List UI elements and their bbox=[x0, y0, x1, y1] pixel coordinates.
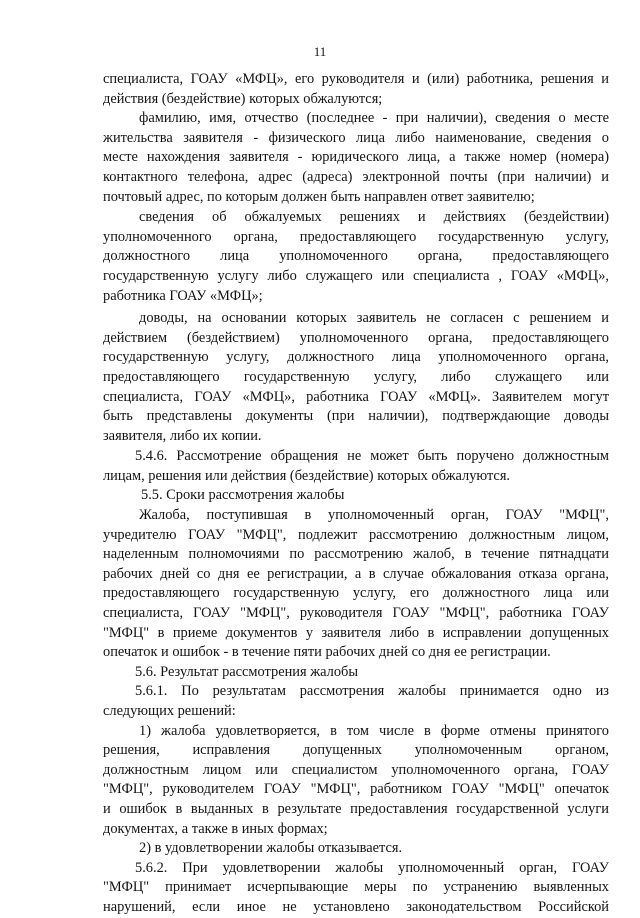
text-line: специалиста, ГОАУ «МФЦ», работника ГОАУ «МФЦ». Заявителем могут bbox=[103, 388, 609, 405]
text-line: специалиста, ГОАУ "МФЦ", руководителя ГОАУ "МФЦ", работника ГОАУ bbox=[103, 605, 609, 622]
text-line: рабочих дней со дня ее регистрации, а в случае обжалования отказа органа, bbox=[103, 565, 609, 582]
text-line: нарушений, если иное не установлено законодательством Российской bbox=[103, 898, 609, 915]
text-line: учредителю ГОАУ "МФЦ", подлежит рассмотрению должностным лицом, bbox=[103, 526, 609, 543]
text-line: 1) жалоба удовлетворяется, в том числе в форме отмены принятого bbox=[139, 722, 609, 739]
text-line: контактного телефона, адрес (адреса) электронной почты (при наличии) и bbox=[103, 168, 609, 185]
text-line: месте нахождения заявителя - юридического лица, а также номер (номера) bbox=[103, 149, 609, 166]
text-line: наделенным полномочиями по рассмотрению жалоб, в течение пятнадцати bbox=[103, 546, 609, 563]
text-line: и ошибок в выданных в результате предоставления государственной услуги bbox=[103, 800, 609, 817]
text-line: действием (бездействием) уполномоченного органа, предоставляющего bbox=[103, 329, 609, 346]
text-line: "МФЦ" в приеме документов у заявителя либо в исправлении допущенных bbox=[103, 624, 609, 641]
text-line: заявителя, либо их копии. bbox=[103, 427, 262, 444]
text-line: быть представлены документы (при наличии), подтверждающие доводы bbox=[103, 408, 609, 425]
text-line: опечаток и ошибок - в течение пяти рабочих дней со дня ее регистрации. bbox=[103, 644, 551, 661]
text-line: 5.6.1. По результатам рассмотрения жалобы принимается одно из bbox=[135, 683, 609, 700]
text-line: государственную услугу, должностного лица уполномоченного органа, bbox=[103, 349, 609, 366]
text-line: доводы, на основании которых заявитель не согласен с решением и bbox=[139, 310, 609, 327]
text-line: 5.4.6. Рассмотрение обращения не может быть поручено должностным bbox=[135, 448, 609, 465]
text-line: уполномоченного органа, предоставляющего государственную услугу, bbox=[103, 228, 609, 245]
text-line: Жалоба, поступившая в уполномоченный орган, ГОАУ "МФЦ", bbox=[139, 507, 609, 524]
document-body bbox=[103, 70, 609, 918]
page-number: 11 bbox=[313, 44, 327, 59]
text-line: лицам, решения или действия (бездействие) которых обжалуются. bbox=[103, 467, 511, 484]
text-line: государственную услугу либо служащего или специалиста , ГОАУ «МФЦ», bbox=[103, 267, 609, 284]
text-line: действия (бездействие) которых обжалуются; bbox=[103, 90, 383, 107]
text-line: работника ГОАУ «МФЦ»; bbox=[103, 287, 263, 304]
text-line: 5.6.2. При удовлетворении жалобы уполномоченный орган, ГОАУ bbox=[135, 859, 609, 876]
text-line: должностным лицом или специалистом уполномоченного органа, ГОАУ bbox=[103, 761, 609, 778]
text-line: почтовый адрес, по которым должен быть направлен ответ заявителю; bbox=[103, 188, 535, 205]
text-line: предоставляющего государственную услугу, либо служащего или bbox=[103, 368, 609, 385]
text-line: должностного лица уполномоченного органа, предоставляющего bbox=[103, 248, 609, 265]
text-line: "МФЦ" принимает исчерпывающие меры по устранению выявленных bbox=[103, 879, 609, 896]
text-line: фамилию, имя, отчество (последнее - при наличии), сведения о месте bbox=[139, 110, 609, 127]
text-line: "МФЦ", руководителем ГОАУ "МФЦ", работником ГОАУ "МФЦ" опечаток bbox=[103, 781, 609, 798]
text-line: специалиста, ГОАУ «МФЦ», его руководителя и (или) работника, решения и bbox=[103, 71, 609, 87]
text-line: предоставляющего государственную услугу, его должностного лица или bbox=[103, 585, 609, 602]
text-line: жительства заявителя - физического лица либо наименование, сведения о bbox=[103, 129, 609, 146]
text-line: 2) в удовлетворении жалобы отказывается. bbox=[139, 840, 403, 857]
text-line: решения, исправления допущенных уполномоченным органом, bbox=[103, 742, 609, 759]
text-line: следующих решений: bbox=[103, 703, 236, 719]
text-line: документах, а также в иных формах; bbox=[103, 820, 328, 837]
section-heading: 5.5. Сроки рассмотрения жалобы bbox=[141, 487, 345, 504]
section-heading: 5.6. Результат рассмотрения жалобы bbox=[135, 663, 359, 680]
text-line: сведения об обжалуемых решениях и действиях (бездействии) bbox=[139, 209, 609, 226]
